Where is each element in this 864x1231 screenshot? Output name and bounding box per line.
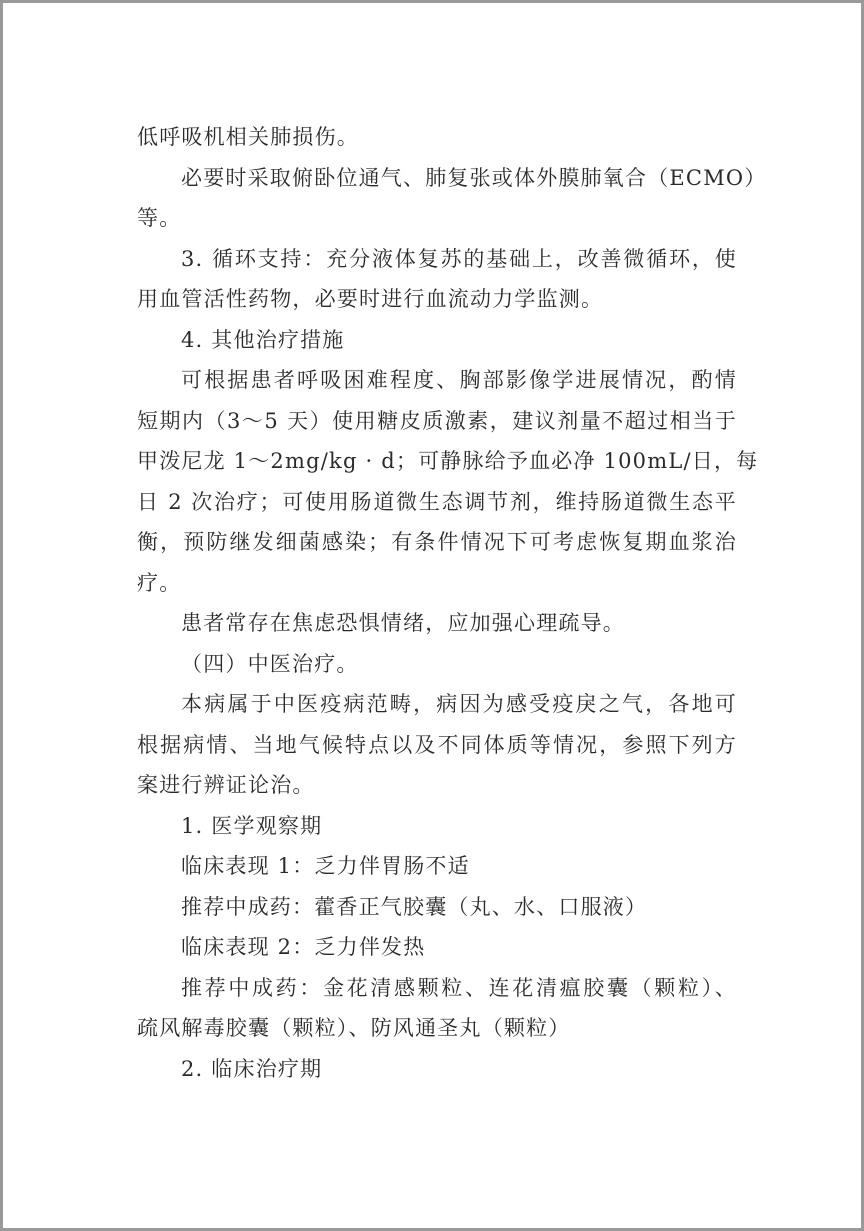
text-line: 本病属于中医疫病范畴，病因为感受疫戾之气，各地可 [181,692,737,716]
text-line: 根据病情、当地气候特点以及不同体质等情况，参照下列方 [137,732,737,757]
text-line: 推荐中成药：金花清感颗粒、连花清瘟胶囊（颗粒）、 [181,975,737,1000]
text-line: 临床表现 2：乏力伴发热 [181,935,426,959]
text-line: 疗。 [137,570,182,595]
text-line: 2. 临床治疗期 [181,1056,323,1081]
text-line: 日 2 次治疗；可使用肠道微生态调节剂，维持肠道微生态平 [137,489,737,514]
text-line: 1. 医学观察期 [181,813,323,838]
text-line: 患者常存在焦虑恐惧情绪，应加强心理疏导。 [181,611,625,635]
text-line: 低呼吸机相关肺损伤。 [137,125,359,149]
text-line: （四）中医治疗。 [181,651,359,676]
text-line: 甲泼尼龙 1～2mg/kg · d；可静脉给予血必净 100mL/日，每 [137,449,759,473]
text-line: 4. 其他治疗措施 [181,327,345,352]
text-line: 临床表现 1：乏力伴胃肠不适 [181,854,470,878]
text-line: 推荐中成药：藿香正气胶囊（丸、水、口服液） [181,894,648,919]
text-line: 疏风解毒胶囊（颗粒）、防风通圣丸（颗粒） [137,1016,571,1040]
text-line: 可根据患者呼吸困难程度、胸部影像学进展情况，酌情 [181,368,737,392]
text-line: 短期内（3～5 天）使用糖皮质激素，建议剂量不超过相当于 [137,408,737,433]
document-body [137,117,767,1089]
text-line: 等。 [137,206,182,230]
text-line: 必要时采取俯卧位通气、肺复张或体外膜肺氧合（ECMO） [181,165,767,190]
text-line: 用血管活性药物，必要时进行血流动力学监测。 [137,287,604,311]
text-line: 衡，预防继发细菌感染；有条件情况下可考虑恢复期血浆治 [137,530,737,554]
text-line: 案进行辨证论治。 [137,773,315,797]
text-line: 3. 循环支持：充分液体复苏的基础上，改善微循环，使 [181,246,737,271]
